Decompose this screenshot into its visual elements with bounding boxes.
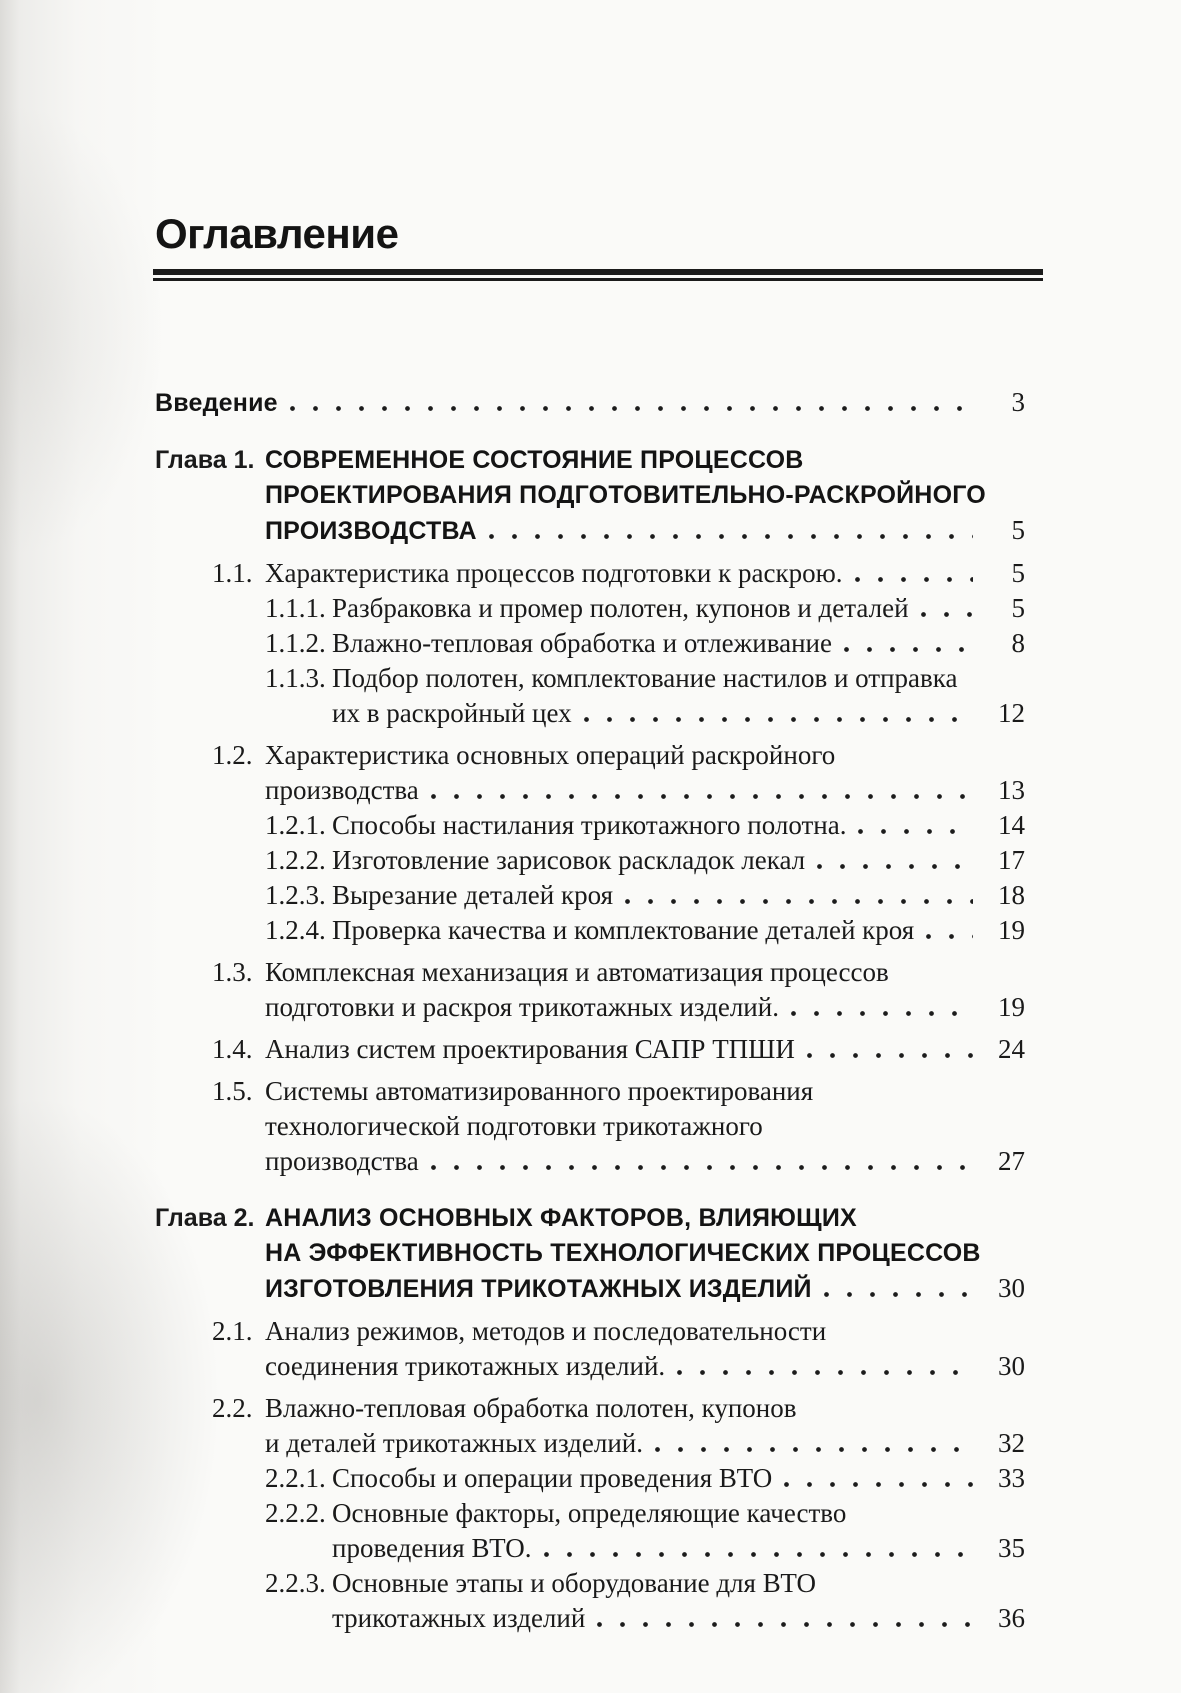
toc-entry-text: Влажно-тепловая обработка полотен, купонов xyxy=(265,1393,797,1423)
dot-leader xyxy=(921,612,973,617)
toc-entry-line xyxy=(332,661,1025,696)
toc-entry xyxy=(265,1461,1025,1496)
toc-entry-text: ПРОЕКТИРОВАНИЯ ПОДГОТОВИТЕЛЬНО-РАСКРОЙНОГО xyxy=(265,481,986,509)
toc-entry-text: Способы и операции проведения ВТО xyxy=(332,1463,773,1493)
toc-entry-text: проведения ВТО. xyxy=(332,1533,532,1563)
toc-entry-number: 2.1. xyxy=(212,1316,253,1346)
toc-entry-lines xyxy=(265,1032,1025,1067)
dot-leader xyxy=(431,794,973,799)
toc-entry-line xyxy=(265,1201,1025,1236)
page-number: 33 xyxy=(998,1463,1025,1493)
toc-entry-text: Проверка качества и комплектование деталей кроя xyxy=(332,915,915,945)
toc-entry-line xyxy=(265,1109,1025,1144)
toc-entry-text: Подбор полотен, комплектование настилов и отправка xyxy=(332,663,958,693)
page-number: 12 xyxy=(998,698,1025,728)
toc-entry-number: 1.2. xyxy=(212,740,253,770)
toc-entry-line xyxy=(332,878,1025,913)
toc-entry-text: Влажно-тепловая обработка и отлеживание xyxy=(332,628,832,658)
page-number: 30 xyxy=(998,1351,1025,1381)
toc-entry-line xyxy=(332,626,1025,661)
dot-leader xyxy=(584,717,973,722)
page-number: 27 xyxy=(998,1146,1025,1176)
toc-entry-lines xyxy=(265,1391,1025,1461)
toc-entry-number: 1.1.1. xyxy=(265,593,326,623)
page-number: 5 xyxy=(1011,593,1025,623)
dot-leader xyxy=(791,1011,973,1016)
page-title: Оглавление xyxy=(155,210,399,257)
toc-entry-line xyxy=(265,1314,1025,1349)
dot-leader xyxy=(625,899,973,904)
dot-leader xyxy=(544,1552,974,1557)
title-rule xyxy=(153,269,1043,281)
toc-entry-line xyxy=(265,773,1025,808)
toc-entry-line xyxy=(265,990,1025,1025)
toc-entry-number: 2.2.2. xyxy=(265,1498,326,1528)
toc-entry xyxy=(212,1032,1025,1067)
toc-entry xyxy=(212,1074,1025,1179)
table-of-contents xyxy=(155,385,1025,1636)
toc-entry-line xyxy=(332,1566,1025,1601)
dot-leader xyxy=(817,864,973,869)
toc-entry xyxy=(265,878,1025,913)
page-number: 19 xyxy=(998,992,1025,1022)
toc-entry-lines xyxy=(332,808,1025,843)
dot-leader xyxy=(926,934,973,939)
toc-entry-number: 2.2.3. xyxy=(265,1568,326,1598)
toc-entry-number: 1.4. xyxy=(212,1034,253,1064)
toc-entry-text: и деталей трикотажных изделий. xyxy=(265,1428,643,1458)
toc-entry-text: НА ЭФФЕКТИВНОСТЬ ТЕХНОЛОГИЧЕСКИХ ПРОЦЕССОВ xyxy=(265,1239,981,1267)
toc-entry-text: Изготовление зарисовок раскладок лекал xyxy=(332,845,806,875)
toc-entry xyxy=(155,443,1025,549)
toc-entry-number: 2.2. xyxy=(212,1393,253,1423)
toc-entry xyxy=(155,1201,1025,1307)
toc-entry-text: Разбраковка и промер полотен, купонов и деталей xyxy=(332,593,909,623)
toc-entry-line xyxy=(265,738,1025,773)
toc-entry-lines xyxy=(332,913,1025,948)
toc-entry-lines xyxy=(332,1496,1025,1566)
toc-entry-text: Основные этапы и оборудование для ВТО xyxy=(332,1568,816,1598)
dot-leader xyxy=(844,647,973,652)
toc-entry xyxy=(212,1314,1025,1384)
page-number: 35 xyxy=(998,1533,1025,1563)
dot-leader xyxy=(655,1447,973,1452)
toc-entry-line xyxy=(332,1601,1025,1636)
dot-leader xyxy=(784,1482,973,1487)
toc-entry-number: 1.5. xyxy=(212,1076,253,1106)
page-number: 18 xyxy=(998,880,1025,910)
toc-entry-line xyxy=(265,1144,1025,1179)
toc-entry-lines xyxy=(332,843,1025,878)
toc-entry-line xyxy=(265,1236,1025,1271)
toc-entry xyxy=(265,661,1025,731)
toc-entry-line xyxy=(265,443,1025,478)
toc-entry-lines xyxy=(265,556,1025,591)
page-number: 8 xyxy=(1011,628,1025,658)
toc-entry-lines xyxy=(332,626,1025,661)
title-rule-thick-line xyxy=(153,269,1043,275)
toc-entry-lines xyxy=(265,738,1025,808)
toc-entry-line xyxy=(332,913,1025,948)
toc-entry-lines xyxy=(265,955,1025,1025)
page-number: 30 xyxy=(998,1273,1025,1303)
toc-entry-text: АНАЛИЗ ОСНОВНЫХ ФАКТОРОВ, ВЛИЯЮЩИХ xyxy=(265,1204,857,1232)
page-number: 13 xyxy=(998,775,1025,805)
dot-leader xyxy=(431,1165,973,1170)
toc-entry-number: 2.2.1. xyxy=(265,1463,326,1493)
toc-entry-text: Основные факторы, определяющие качество xyxy=(332,1498,847,1528)
toc-entry-number: 1.2.4. xyxy=(265,915,326,945)
toc-entry-text: их в раскройный цех xyxy=(332,698,572,728)
toc-entry xyxy=(212,955,1025,1025)
toc-entry-text: Анализ режимов, методов и последовательности xyxy=(265,1316,827,1346)
toc-entry-number: Глава 2. xyxy=(155,1204,255,1232)
toc-entry-lines xyxy=(265,1074,1025,1179)
toc-entry xyxy=(265,808,1025,843)
page-number: 5 xyxy=(1011,558,1025,588)
toc-entry-line xyxy=(265,556,1025,591)
toc-entry-text: производства xyxy=(265,1146,419,1176)
toc-entry-text: подготовки и раскроя трикотажных изделий. xyxy=(265,992,779,1022)
toc-entry-number: 1.1. xyxy=(212,558,253,588)
toc-entry-line xyxy=(332,1496,1025,1531)
toc-entry xyxy=(265,913,1025,948)
toc-entry-line xyxy=(332,808,1025,843)
dot-leader xyxy=(824,1292,973,1297)
toc-entry-text: ИЗГОТОВЛЕНИЯ ТРИКОТАЖНЫХ ИЗДЕЛИЙ xyxy=(265,1275,812,1303)
dot-leader xyxy=(290,406,973,411)
toc-entry-line xyxy=(265,478,1025,513)
toc-entry-lines xyxy=(155,385,1025,421)
toc-entry-number: 1.2.2. xyxy=(265,845,326,875)
toc-entry-line xyxy=(265,1271,1025,1307)
toc-entry xyxy=(212,1391,1025,1461)
page-number: 14 xyxy=(998,810,1025,840)
toc-entry-line xyxy=(332,696,1025,731)
page-number: 36 xyxy=(998,1603,1025,1633)
toc-entry-lines xyxy=(265,1314,1025,1384)
toc-entry-line xyxy=(265,1032,1025,1067)
toc-entry-line xyxy=(265,1349,1025,1384)
toc-entry-lines xyxy=(332,661,1025,731)
toc-entry-text: соединения трикотажных изделий. xyxy=(265,1351,666,1381)
toc-entry-text: Введение xyxy=(155,389,278,417)
page-number: 19 xyxy=(998,915,1025,945)
toc-entry-line xyxy=(155,385,1025,421)
toc-entry xyxy=(265,626,1025,661)
toc-entry-text: производства xyxy=(265,775,419,805)
toc-entry-line xyxy=(332,591,1025,626)
toc-entry-number: 1.3. xyxy=(212,957,253,987)
toc-entry xyxy=(212,738,1025,808)
toc-entry-number: 1.1.2. xyxy=(265,628,326,658)
toc-entry-text: Характеристика основных операций раскройного xyxy=(265,740,836,770)
toc-entry-line xyxy=(332,843,1025,878)
page-number: 24 xyxy=(998,1034,1025,1064)
toc-entry-text: Характеристика процессов подготовки к раскрою. xyxy=(265,558,843,588)
toc-entry xyxy=(265,1566,1025,1636)
toc-entry-line xyxy=(332,1461,1025,1496)
toc-entry xyxy=(155,385,1025,421)
dot-leader xyxy=(677,1370,973,1375)
page-number: 3 xyxy=(1011,387,1025,417)
toc-entry-text: ПРОИЗВОДСТВА xyxy=(265,517,477,545)
toc-entry-lines xyxy=(332,1461,1025,1496)
toc-entry-line xyxy=(265,1074,1025,1109)
title-rule-thin-line xyxy=(153,278,1043,281)
toc-entry xyxy=(212,556,1025,591)
toc-entry-text: Вырезание деталей кроя xyxy=(332,880,613,910)
page-number: 5 xyxy=(1011,515,1025,545)
toc-entry-text: СОВРЕМЕННОЕ СОСТОЯНИЕ ПРОЦЕССОВ xyxy=(265,446,804,474)
toc-entry-text: Способы настилания трикотажного полотна. xyxy=(332,810,847,840)
toc-entry-line xyxy=(265,1426,1025,1461)
toc-entry-lines xyxy=(265,1201,1025,1307)
toc-entry-line xyxy=(265,513,1025,549)
toc-entry xyxy=(265,843,1025,878)
toc-entry xyxy=(265,591,1025,626)
toc-entry-text: трикотажных изделий xyxy=(332,1603,586,1633)
toc-entry-number: 1.1.3. xyxy=(265,663,326,693)
toc-entry-lines xyxy=(332,1566,1025,1636)
toc-entry-text: технологической подготовки трикотажного xyxy=(265,1111,763,1141)
page-number: 17 xyxy=(998,845,1025,875)
toc-entry-lines xyxy=(265,443,1025,549)
toc-entry xyxy=(265,1496,1025,1566)
toc-entry-number: 1.2.1. xyxy=(265,810,326,840)
dot-leader xyxy=(597,1622,973,1627)
toc-entry-text: Системы автоматизированного проектирования xyxy=(265,1076,814,1106)
toc-entry-number: 1.2.3. xyxy=(265,880,326,910)
toc-entry-line xyxy=(332,1531,1025,1566)
toc-entry-line xyxy=(265,955,1025,990)
toc-entry-text: Комплексная механизация и автоматизация процессов xyxy=(265,957,889,987)
toc-entry-lines xyxy=(332,878,1025,913)
toc-entry-text: Анализ систем проектирования САПР ТПШИ xyxy=(265,1034,795,1064)
toc-entry-lines xyxy=(332,591,1025,626)
toc-entry-line xyxy=(265,1391,1025,1426)
dot-leader xyxy=(858,829,973,834)
dot-leader xyxy=(807,1053,973,1058)
toc-entry-number: Глава 1. xyxy=(155,446,255,474)
dot-leader xyxy=(489,534,973,539)
dot-leader xyxy=(855,577,974,582)
page-number: 32 xyxy=(998,1428,1025,1458)
